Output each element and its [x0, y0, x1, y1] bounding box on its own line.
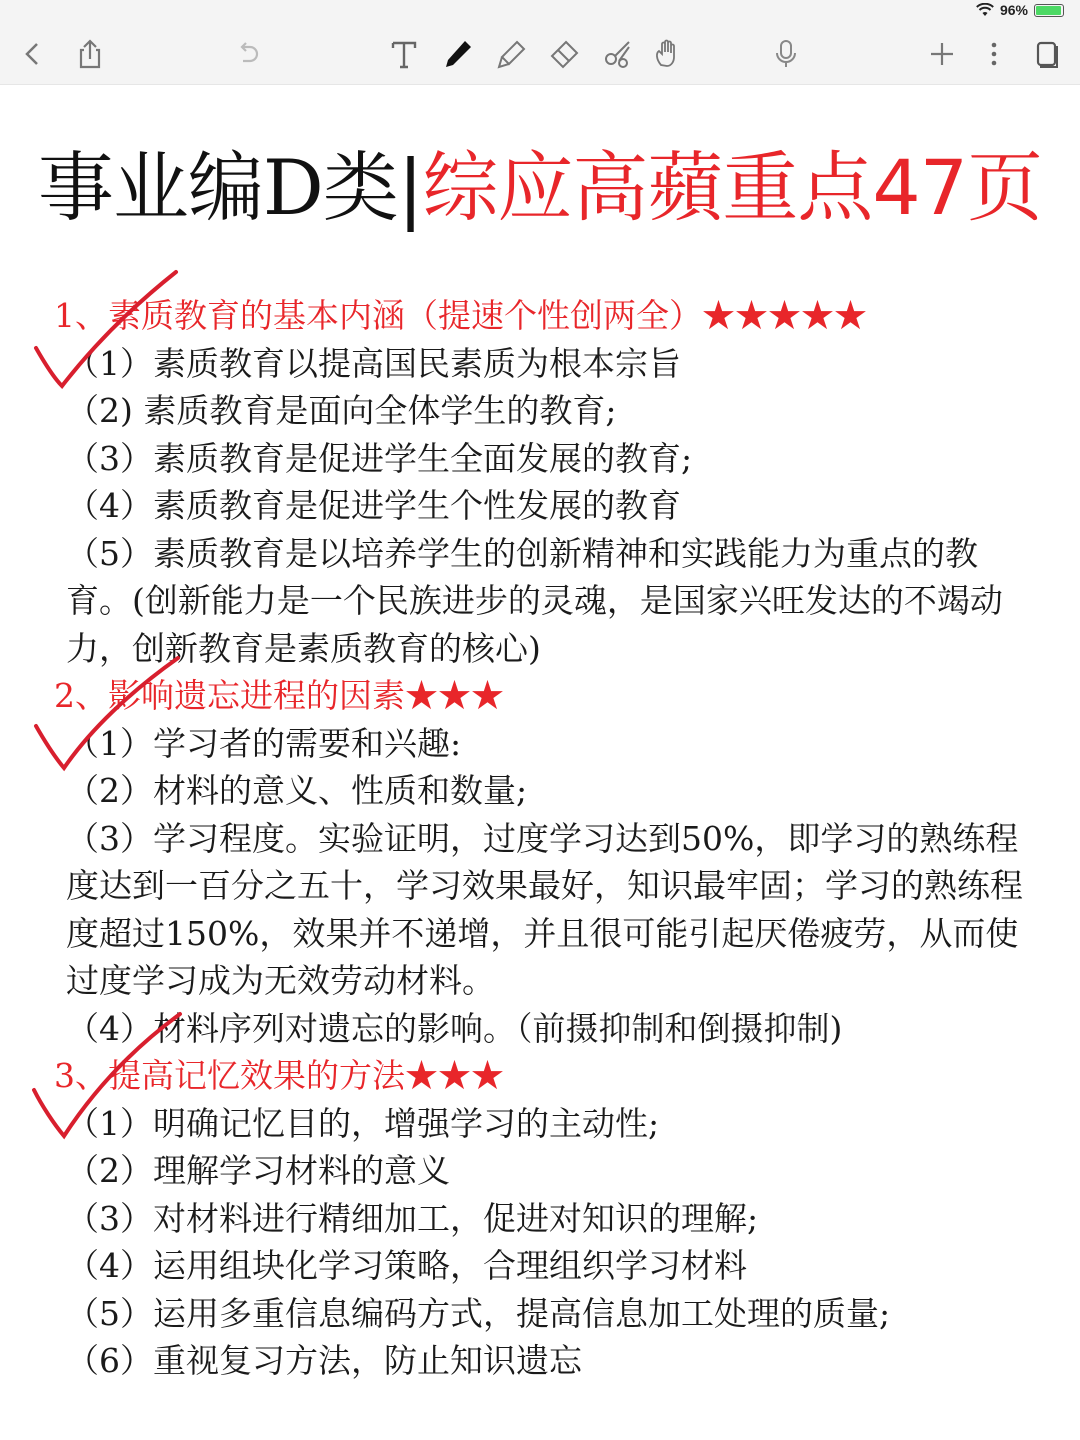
back-icon — [15, 37, 49, 71]
title-black-part: 事业编D类 — [37, 143, 398, 232]
list-item: （5）运用多重信息编码方式，提高信息加工处理的质量; — [66, 1293, 891, 1333]
lasso-icon — [601, 37, 635, 71]
list-item: （2）材料的意义、性质和数量; — [66, 771, 528, 810]
list-item: （2）理解学习材料的意义 — [66, 1151, 450, 1190]
microphone-icon — [769, 37, 803, 71]
list-item: （5）素质教育是以培养学生的创新精神和实践能力为重点的教育。(创新能力是一个民族进步的灵魂，是国家兴旺发达的不竭动力，创新教育是素质教育的核心) — [66, 533, 1003, 668]
battery-icon — [1034, 4, 1064, 17]
wifi-icon — [976, 3, 994, 17]
list-item: （4）素质教育是促进学生个性发展的教育 — [66, 486, 681, 525]
title-separator: | — [397, 143, 423, 232]
hand-icon — [651, 37, 685, 71]
list-item: （1）素质教育以提高国民素质为根本宗旨 — [66, 343, 681, 383]
list-item: （2) 素质教育是面向全体学生的教育; — [66, 391, 617, 430]
toolbar — [0, 24, 1080, 85]
share-icon — [73, 37, 107, 71]
undo-button[interactable] — [226, 32, 270, 76]
note-content — [54, 292, 1026, 1385]
list-item: （1）学习者的需要和兴趣: — [66, 723, 462, 763]
add-icon — [925, 37, 959, 71]
pen-tool-button[interactable] — [436, 32, 480, 76]
battery-percent: 96% — [999, 2, 1028, 18]
back-button[interactable] — [10, 32, 54, 76]
hand-tool-button[interactable] — [646, 32, 690, 76]
pages-button[interactable] — [1024, 32, 1068, 76]
page-title — [0, 140, 1080, 236]
list-item: （3）对材料进行精细加工，促进对知识的理解; — [66, 1198, 759, 1238]
list-item: （3）学习程度。实验证明，过度学习达到50%，即学习的熟练程度达到一百分之五十，学习效果最好，知识最牢固；学习的熟练程度超过150%，效果并不递增，并且很可能引起厌倦疲劳，从而使过度学习成为无效劳动材料。 — [66, 818, 1023, 1000]
lasso-tool-button[interactable] — [596, 32, 640, 76]
list-item: （3）素质教育是促进学生全面发展的教育; — [66, 438, 693, 478]
undo-icon — [231, 37, 265, 71]
section-heading-3: 3、提高记忆效果的方法★★★ — [54, 1056, 504, 1095]
more-icon — [977, 37, 1011, 71]
highlighter-tool-button[interactable] — [490, 32, 534, 76]
list-item: （1）明确记忆目的，增强学习的主动性; — [66, 1103, 660, 1143]
more-button[interactable] — [972, 32, 1016, 76]
pages-icon — [1029, 37, 1063, 71]
microphone-button[interactable] — [764, 32, 808, 76]
share-button[interactable] — [68, 32, 112, 76]
eraser-icon — [547, 37, 581, 71]
battery-fill — [1036, 6, 1061, 15]
list-item: （4）运用组块化学习策略，合理组织学习材料 — [66, 1246, 747, 1285]
text-tool-button[interactable] — [382, 32, 426, 76]
title-red-part: 综应高蘋重点47页 — [422, 143, 1043, 232]
status-bar — [0, 0, 1080, 24]
section-heading-2: 2、影响遗忘进程的因素★★★ — [54, 676, 504, 715]
list-item: （4）材料序列对遗忘的影响。（前摄抑制和倒摄抑制) — [66, 1008, 843, 1048]
text-tool-icon — [387, 37, 421, 71]
highlighter-icon — [495, 37, 529, 71]
status-right — [976, 2, 1064, 18]
pen-icon — [441, 37, 475, 71]
list-item: （6）重视复习方法，防止知识遗忘 — [66, 1341, 582, 1380]
section-heading-1: 1、素质教育的基本内涵（提速个性创两全）★★★★★ — [54, 296, 867, 335]
eraser-tool-button[interactable] — [542, 32, 586, 76]
add-button[interactable] — [920, 32, 964, 76]
